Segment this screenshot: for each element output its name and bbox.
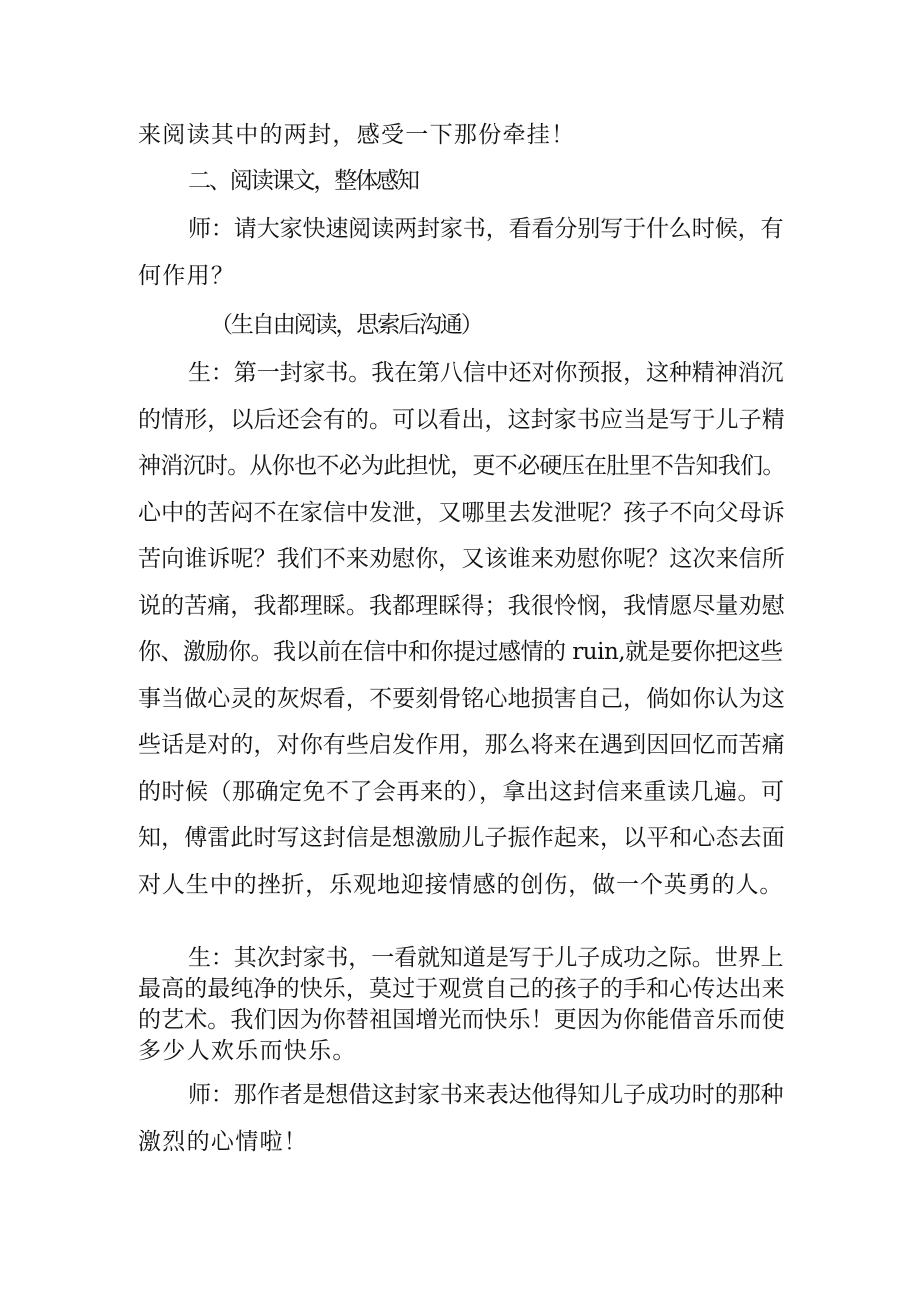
text-line: 的艺术。我们因为你替祖国增光而快乐！更因为你能借音乐而使 xyxy=(138,1007,785,1033)
text-line: 何作用？ xyxy=(138,262,236,289)
teacher-comment xyxy=(138,1072,786,1165)
student-answer-2 xyxy=(138,943,786,1067)
text-line: 些话是对的，对你有些启发作用，那么将来在遇到因回忆而苦痛 xyxy=(138,732,785,758)
text-line: 你、激励你。我以前在信中和你提过感情的 ruin,就是要你把这些 xyxy=(138,639,783,665)
text-line: 师：请大家快速阅读两封家书，看看分别写于什么时候，有 xyxy=(188,216,784,242)
text-line: 激烈的心情啦！ xyxy=(138,1128,309,1155)
text-line: 生：第一封家书。我在第八信中还对你预报，这种精神消沉 xyxy=(188,360,784,386)
text-line: 生：其次封家书，一看就知道是写于儿子成功之际。世界上 xyxy=(188,945,784,971)
text-line: 二、阅读课文，整体感知 xyxy=(188,168,418,194)
text-line: 说的苦痛，我都理睬。我都理睬得；我很怜悯，我情愿尽量劝慰 xyxy=(138,592,785,619)
text-line: 对人生中的挫折，乐观地迎接情感的创伤，做一个英勇的人。 xyxy=(138,871,784,898)
text-line: 神消沉时。从你也不必为此担忧，更不必硬压在肚里不告知我们。 xyxy=(138,453,785,479)
paragraph-continuation xyxy=(138,112,786,159)
text-line: 多少人欢乐而快乐。 xyxy=(138,1038,357,1064)
text-line: 心中的苦闷不在家信中发泄，又哪里去发泄呢？孩子不向父母诉 xyxy=(138,499,785,526)
text-line: 的情形，以后还会有的。可以看出，这封家书应当是写于儿子精 xyxy=(138,406,785,433)
student-answer-1 xyxy=(138,350,786,908)
text-line: 的时候（那确定免不了会再来的），拿出这封信来重读几遍。可 xyxy=(138,778,785,805)
text-line: 最高的最纯净的快乐，莫过于观赏自己的孩子的手和心传达出来 xyxy=(138,976,785,1002)
stage-direction xyxy=(210,302,858,349)
text-line: 知，傅雷此时写这封信是想激励儿子振作起来，以平和心态去面 xyxy=(138,825,785,851)
section-heading xyxy=(188,158,836,205)
teacher-question xyxy=(138,206,786,299)
text-line: 师：那作者是想借这封家书来表达他得知儿子成功时的那种 xyxy=(188,1082,784,1108)
text-line: 来阅读其中的两封，感受一下那份牵挂！ xyxy=(138,122,576,148)
text-line: 苦向谁诉呢？我们不来劝慰你，又该谁来劝慰你呢？这次来信所 xyxy=(138,546,785,572)
text-line: 事当做心灵的灰烬看，不要刻骨铭心地损害自己，倘如你认为这 xyxy=(138,685,785,712)
text-line: （生自由阅读，思索后沟通） xyxy=(210,312,482,338)
